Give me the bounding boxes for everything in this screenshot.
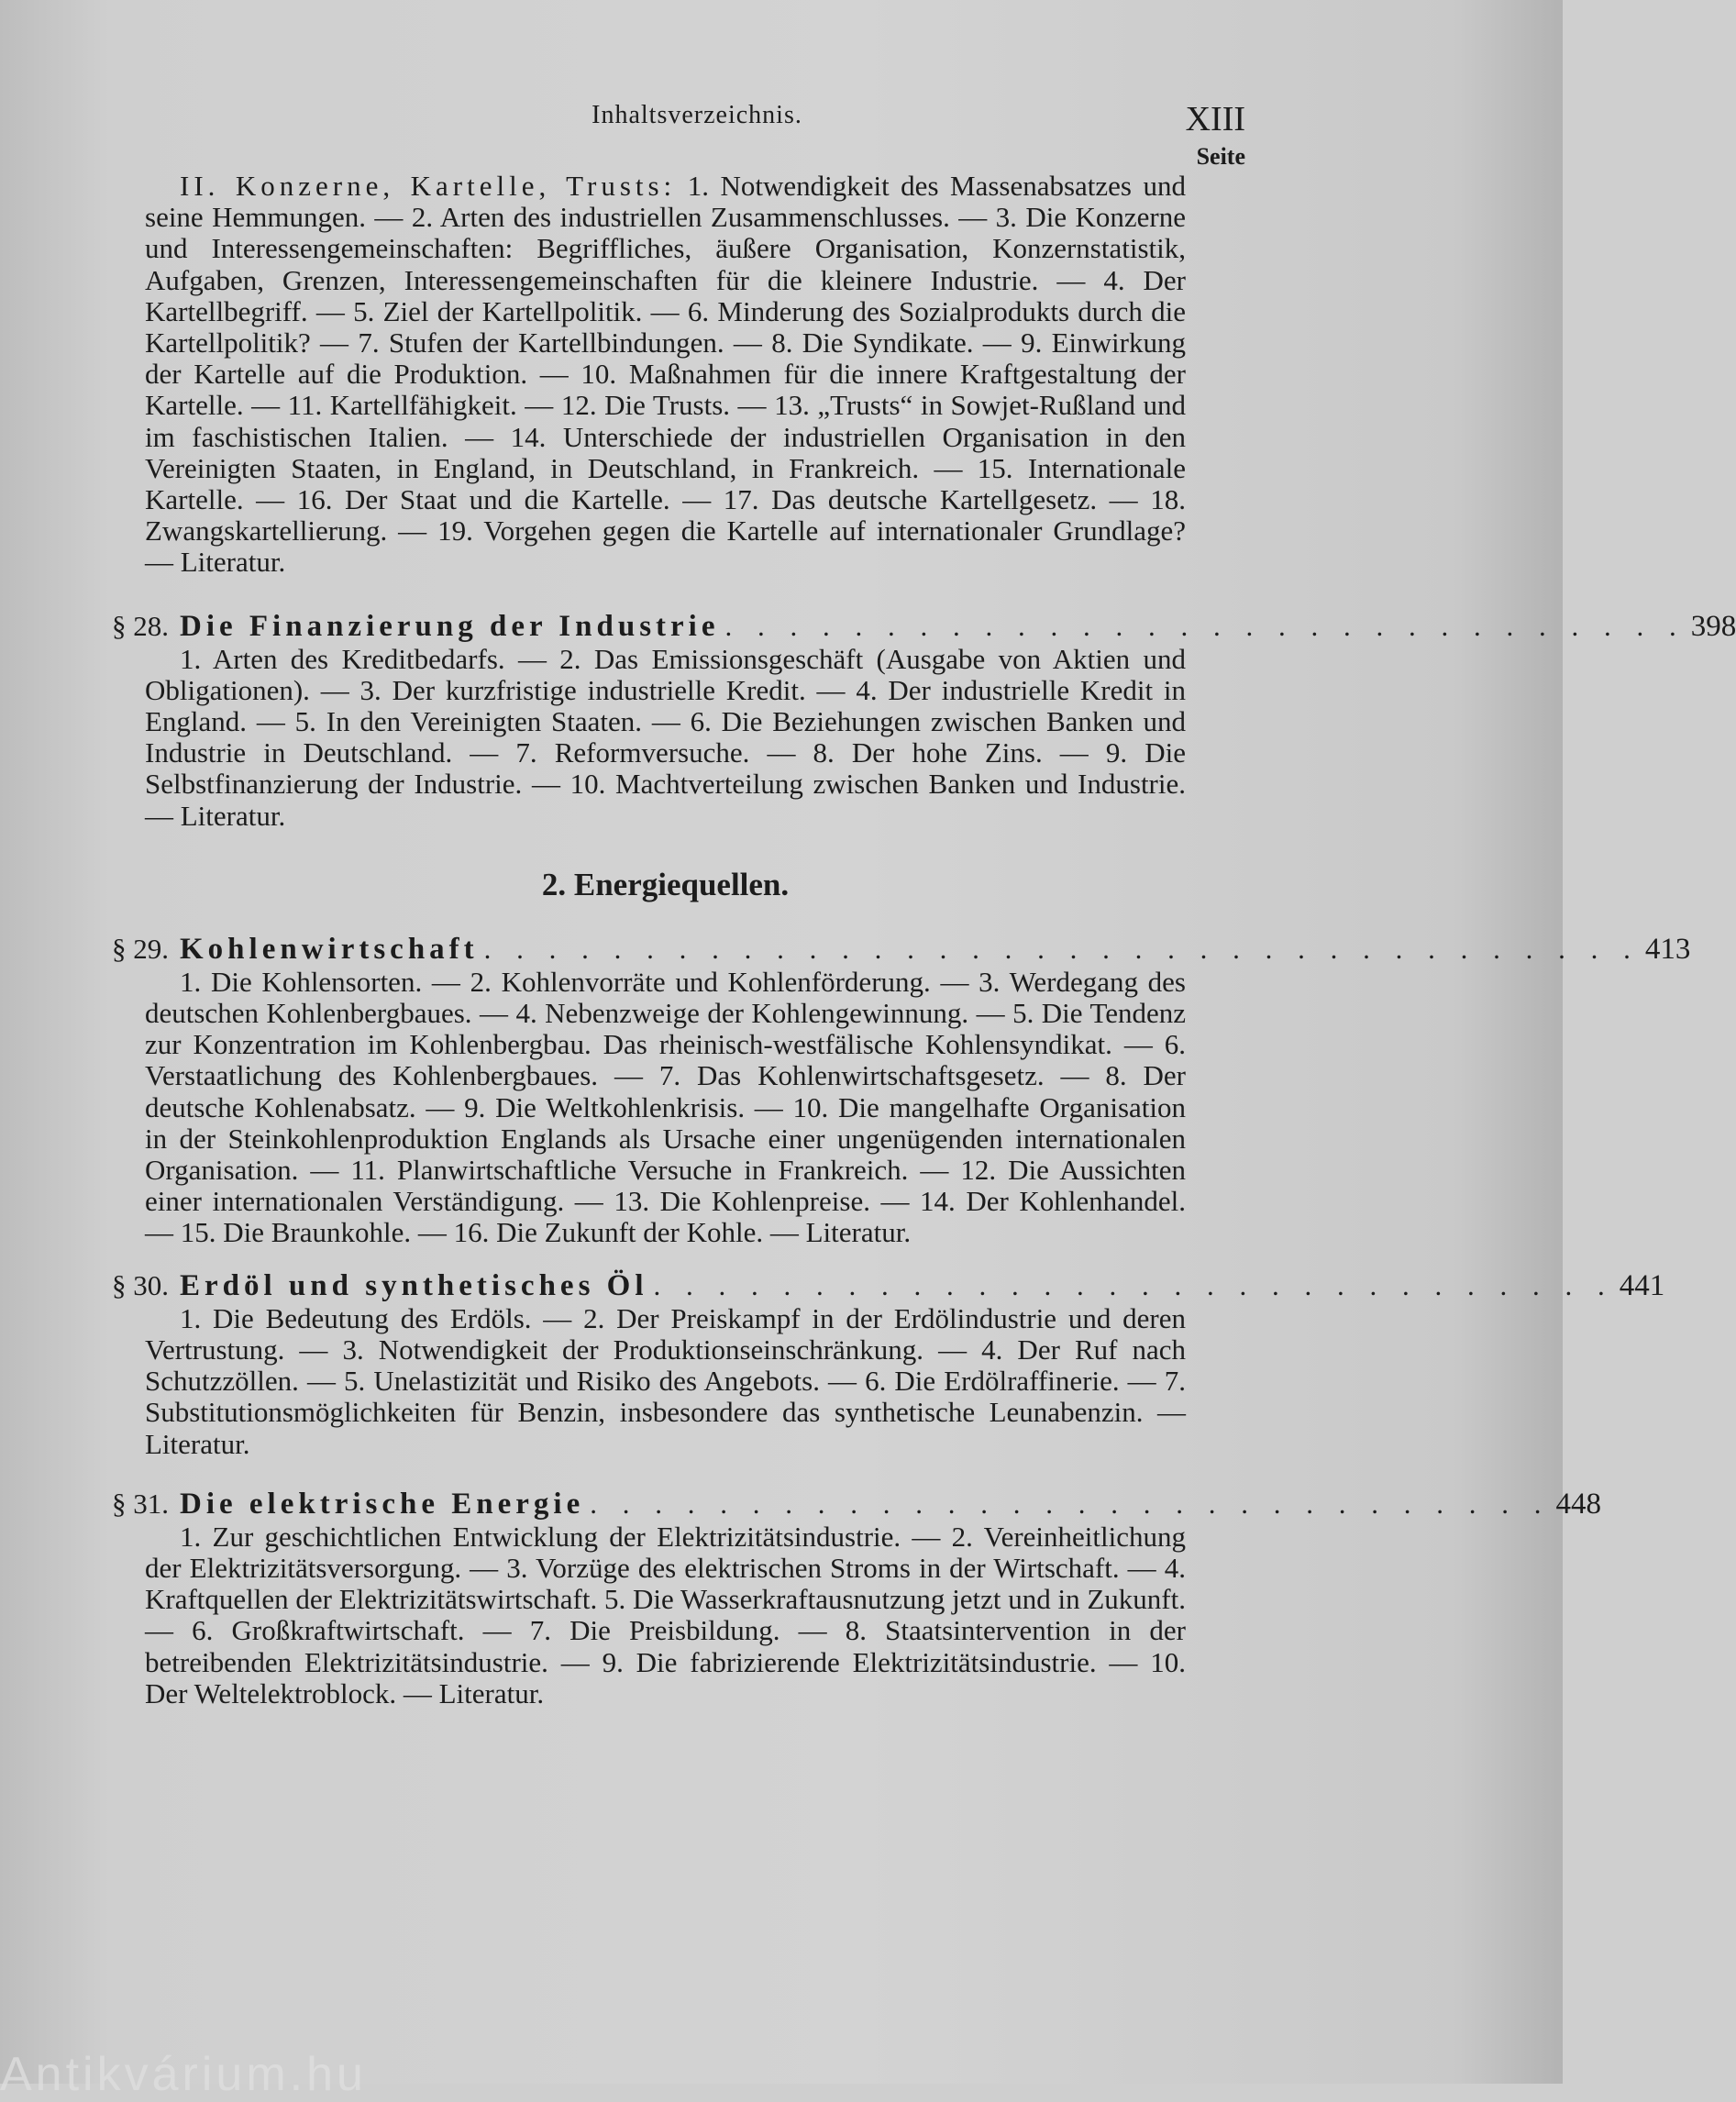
section-31-text: 1. Zur geschichtlichen Entwicklung der Elektrizitätsindustrie. — 2. Vereinheitlichung der Elektrizitätsversorgung. — 3. Vorzüge des elektrischen Stroms in der Wirtschaft. — 4. Kraftquellen der Elektrizitätswirtschaft. 5. Die Wasserkraftausnutzung jetzt und in Zukunft. — 6. Großkraftwirtschaft. — 7. Die Preisbildung. — 8. Staatsintervention in der betreibenden Elektrizitätsindustrie. — 9. Die fabrizierende Elektrizitätsindustrie. — 10. Der Weltelektroblock. — Literatur.: [145, 1520, 1186, 1709]
page-reference: 398: [1690, 609, 1736, 643]
leader-dots: . . . . . . . . . . . . . . . . . . . . . . . . . . . . . .: [724, 609, 1686, 642]
section-title: Erdöl und synthetisches Öl: [180, 1268, 648, 1302]
toc-entry-28: [112, 609, 1736, 644]
page-reference: 448: [1555, 1487, 1601, 1521]
section-ii-text: 1. Notwendigkeit des Massenabsatzes und seine Hemmungen. — 2. Arten des industriellen Zusammenschlusses. — 3. Die Konzerne und Interessengemeinschaften: Begriffliches, äußere Organisation, Konzernstatistik, Aufgaben, Grenzen, Interessengemeinschaften für die kleinere Industrie. — 4. Der Kartellbegriff. — 5. Ziel der Kartellpolitik. — 6. Minderung des Sozialprodukts durch die Kartellpolitik? — 7. Stufen der Kartellbindungen. — 8. Die Syndikate. — 9. Einwirkung der Kartelle auf die Produktion. — 10. Maßnahmen für die innere Kraftgestaltung der Kartelle. — 11. Kartellfähigkeit. — 12. Die Trusts. — 13. „Trusts“ in Sowjet-Rußland und im faschistischen Italien. — 14. Unterschiede der industriellen Organisation in den Vereinigten Staaten, in England, in Deutschland, in Frankreich. — 15. Internationale Kartelle. — 16. Der Staat und die Kartelle. — 17. Das deutsche Kartellgesetz. — 18. Zwangskartellierung. — 19. Vorgehen gegen die Kartelle auf internationaler Grundlage? — Literatur.: [145, 170, 1186, 579]
section-number: § 29.: [112, 932, 169, 965]
section-number: § 28.: [112, 609, 169, 642]
toc-entry-31: [112, 1487, 1601, 1521]
chapter-subheading: 2. Energiequellen.: [541, 866, 790, 902]
section-number: § 31.: [112, 1487, 169, 1520]
page-reference: 441: [1619, 1268, 1665, 1302]
leader-dots: . . . . . . . . . . . . . . . . . . . . . . . . . . . . . .: [653, 1268, 1614, 1301]
section-29-text: 1. Die Kohlensorten. — 2. Kohlenvorräte und Kohlenförderung. — 3. Werdegang des deutschen Kohlenbergbaues. — 4. Nebenzweige der Kohlengewinnung. — 5. Die Tendenz zur Konzentration im Kohlenbergbau. Das rheinisch-westfälische Kohlensyndikat. — 6. Verstaatlichung des Kohlenbergbaues. — 7. Das Kohlenwirtschaftsgesetz. — 8. Der deutsche Kohlenabsatz. — 9. Die Weltkohlenkrisis. — 10. Die mangelhafte Organisation in der Steinkohlenproduktion Englands als Ursache einer ungenügenden internationalen Organisation. — 11. Planwirtschaftliche Versuche in Frankreich. — 12. Die Aussichten einer internationalen Verständigung. — 13. Die Kohlenpreise. — 14. Der Kohlenhandel. — 15. Die Braunkohle. — 16. Die Zukunft der Kohle. — Literatur.: [145, 965, 1186, 1249]
leader-dots: . . . . . . . . . . . . . . . . . . . . . . . . . . . . . . . . . . . .: [483, 932, 1640, 965]
section-ii-lead: II. Konzerne, Kartelle, Trusts:: [180, 170, 677, 202]
page-number: XIII: [1185, 100, 1245, 138]
seite-label: Seite: [1196, 143, 1245, 170]
page-header: [0, 100, 1563, 170]
toc-content: [112, 170, 1736, 1709]
section-ii-paragraph: [145, 171, 1186, 579]
section-number: § 30.: [112, 1268, 169, 1301]
watermark: Antikvárium.hu: [0, 2048, 367, 2101]
section-30-text: 1. Die Bedeutung des Erdöls. — 2. Der Preiskampf in der Erdölindustrie und deren Vertrustung. — 3. Notwendigkeit der Produktionseinschränkung. — 4. Der Ruf nach Schutzzöllen. — 5. Unelastizität und Risiko des Angebots. — 6. Die Erdölraffinerie. — 7. Substitutionsmöglichkeiten für Benzin, insbesondere das synthetische Leunabenzin. — Literatur.: [145, 1301, 1186, 1460]
section-28-text: 1. Arten des Kreditbedarfs. — 2. Das Emissionsgeschäft (Ausgabe von Aktien und Obligationen). — 3. Der kurzfristige industrielle Kredit. — 4. Der industrielle Kredit in England. — 5. In den Vereinigten Staaten. — 6. Die Beziehungen zwischen Banken und Industrie in Deutschland. — 7. Reformversuche. — 8. Der hohe Zins. — 9. Die Selbstfinanzierung der Industrie. — 10. Machtverteilung zwischen Banken und Industrie. — Literatur.: [145, 642, 1186, 832]
page-reference: 413: [1644, 932, 1691, 966]
running-title: Inhaltsverzeichnis.: [592, 101, 802, 129]
section-title: Kohlenwirtschaft: [180, 932, 479, 966]
toc-entry-30: [112, 1268, 1665, 1303]
section-title: Die Finanzierung der Industrie: [180, 609, 720, 643]
section-title: Die elektrische Energie: [180, 1487, 585, 1521]
toc-entry-29: [112, 932, 1691, 967]
leader-dots: . . . . . . . . . . . . . . . . . . . . . . . . . . . . . .: [590, 1487, 1551, 1520]
